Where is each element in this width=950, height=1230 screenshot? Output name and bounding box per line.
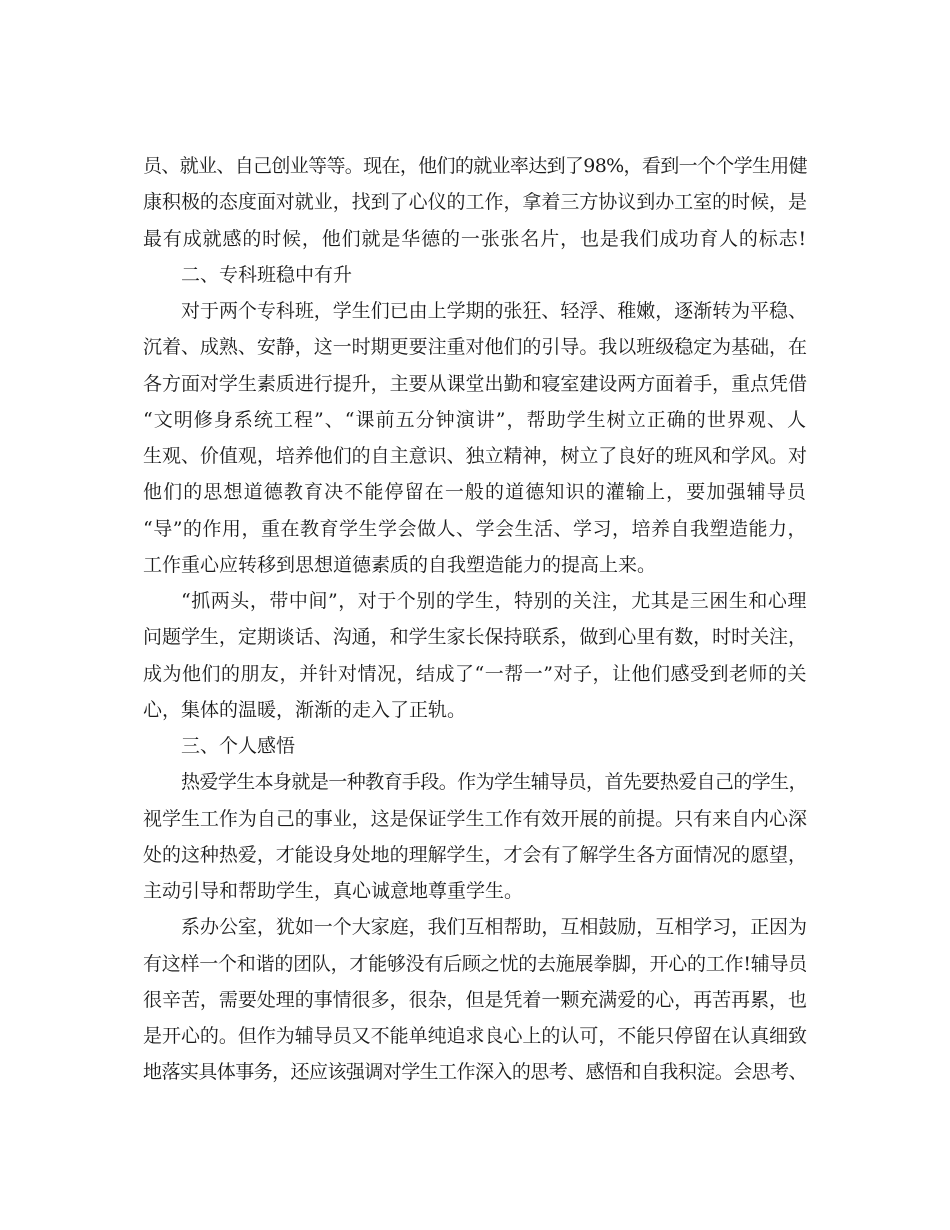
text-line: “导”的作用，重在教育学生学会做人、学会生活、学习，培养自我塑造能力， (143, 517, 807, 540)
text-line: “文明修身系统工程”、“课前五分钟演讲”，帮助学生树立正确的世界观、人 (143, 408, 808, 431)
text-line: 对于两个专科班，学生们已由上学期的张狂、轻浮、稚嫩，逐渐转为平稳、 (181, 300, 807, 322)
text-line: 问题学生，定期谈话、沟通，和学生家长保持联系，做到心里有数，时时关注， (143, 626, 807, 649)
text-line: 系办公室，犹如一个大家庭，我们互相帮助，互相鼓励，互相学习，正因为 (181, 916, 807, 939)
text-line: 视学生工作为自己的事业，这是保证学生工作有效开展的前提。只有来自内心深 (143, 807, 807, 830)
text-line: 工作重心应转移到思想道德素质的自我塑造能力的提高上来。 (143, 553, 657, 576)
text-line: 成为他们的朋友，并针对情况，结成了“一帮一”对子，让他们感受到老师的关 (143, 662, 807, 685)
text-line: 心，集体的温暖，渐渐的走入了正轨。 (143, 698, 467, 721)
text-line: 有这样一个和谐的团队，才能够没有后顾之忧的去施展拳脚，开心的工作!辅导员 (143, 952, 807, 975)
text-line: 各方面对学生素质进行提升，主要从课堂出勤和寝室建设两方面着手，重点凭借 (143, 372, 807, 395)
text-line: 最有成就感的时候，他们就是华德的一张张名片，也是我们成功育人的标志! (143, 227, 808, 250)
text-line: 是开心的。但作为辅导员又不能单纯追求良心上的认可，不能只停留在认真细致 (143, 1025, 807, 1047)
text-line: 沉着、成熟、安静，这一时期更要注重对他们的引导。我以班级稳定为基础，在 (143, 336, 807, 359)
text-line: 员、就业、自己创业等等。现在，他们的就业率达到了98%，看到一个个学生用健 (143, 155, 807, 177)
text-line: 地落实具体事务，还应该强调对学生工作深入的思考、感悟和自我积淀。会思考、 (143, 1061, 807, 1084)
text-line: 处的这种热爱，才能设身处地的理解学生，才会有了解学生各方面情况的愿望， (143, 843, 807, 866)
text-line: 他们的思想道德教育决不能停留在一般的道德知识的灌输上，要加强辅导员 (143, 481, 807, 504)
text-line: 二、专科班稳中有升 (181, 263, 353, 286)
document-body (143, 148, 807, 1091)
text-line: 三、个人感悟 (181, 735, 296, 757)
text-line: 生观、价值观，培养他们的自主意识、独立精神，树立了良好的班风和学风。对 (143, 445, 807, 467)
text-line: “抓两头，带中间”，对于个别的学生，特别的关注，尤其是三困生和心理 (181, 590, 807, 612)
text-line: 热爱学生本身就是一种教育手段。作为学生辅导员，首先要热爱自己的学生， (181, 771, 807, 794)
text-line: 主动引导和帮助学生，真心诚意地尊重学生。 (143, 880, 524, 902)
text-line: 康积极的态度面对就业，找到了心仪的工作，拿着三方协议到办工室的时候，是 (143, 191, 807, 214)
text-line: 很辛苦，需要处理的事情很多，很杂，但是凭着一颗充满爱的心，再苦再累，也 (143, 988, 807, 1011)
